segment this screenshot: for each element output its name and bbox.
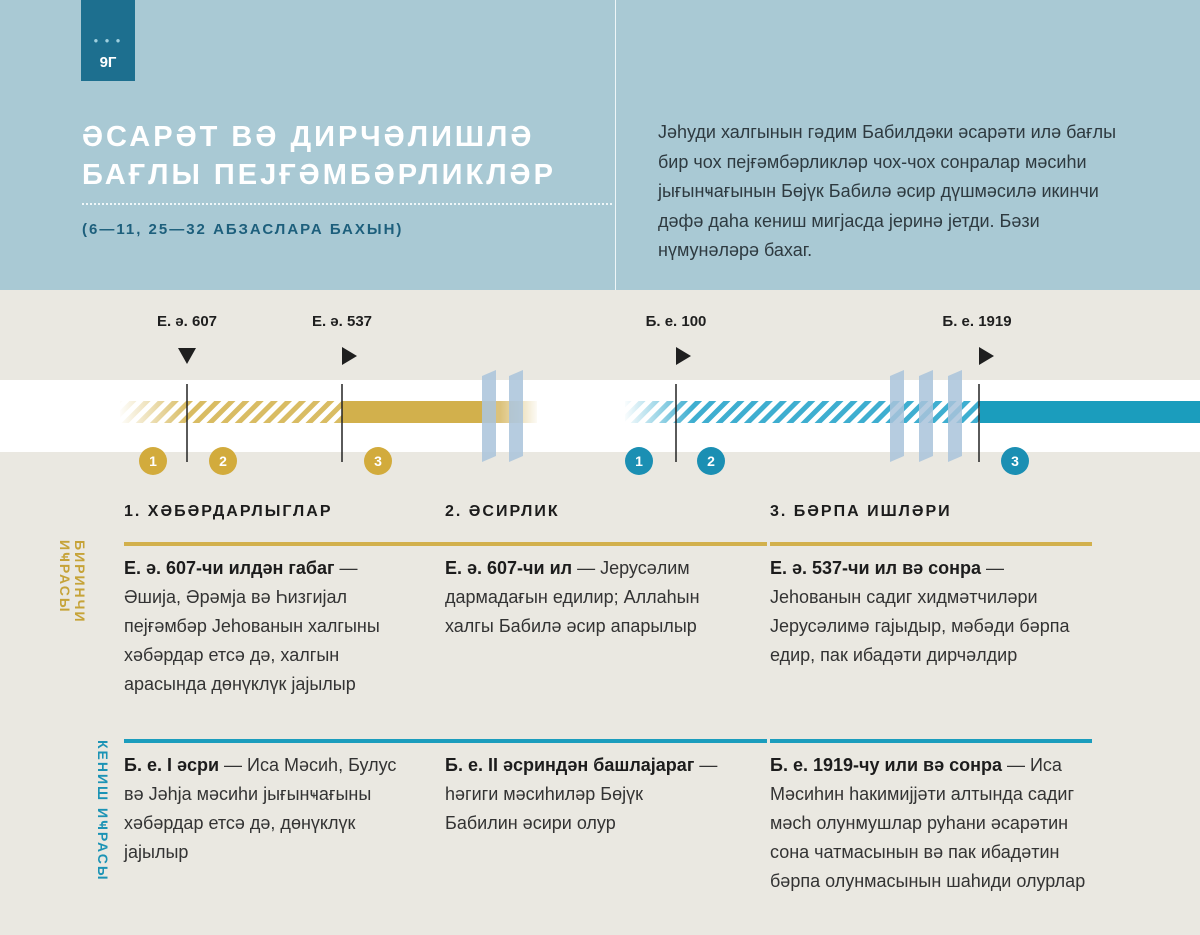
marker-down-triangle	[178, 348, 196, 364]
marker-right-triangle-1919	[979, 347, 994, 365]
cell-second-restoration	[770, 751, 1095, 896]
column-header-warnings: 1. ХӘБӘРДАРЛЫГЛАР	[124, 503, 333, 520]
rule-second-col3	[770, 739, 1092, 743]
cell-first-captivity	[445, 554, 705, 641]
cell-first-restoration	[770, 554, 1070, 670]
rule-second-col2	[445, 739, 767, 743]
cell-first-captivity-text: — Јерусәлим дармадағын едилир; Аллаһын халгы Бабилә әсир апарылыр	[445, 558, 700, 636]
rule-first-col3	[770, 542, 1092, 546]
ancient-bar-solid	[342, 401, 482, 423]
cell-first-captivity-date: Е. ә. 607-чи ил	[445, 558, 573, 578]
timeline	[0, 290, 1200, 490]
cell-second-captivity	[445, 751, 720, 838]
ancient-break-strip-2	[509, 370, 523, 462]
first-fulfillment-text: БИРИНЧИ ИҸРАСЫ	[57, 540, 88, 624]
row-label-major-fulfillment	[80, 740, 110, 910]
ancient-step-number-1: 1	[149, 453, 157, 469]
ancient-step-number-3: 3	[374, 453, 382, 469]
cell-second-warnings-date: Б. е. I әсри	[124, 755, 220, 775]
major-fulfillment-text: КЕНИШ ИҸРАСЫ	[95, 740, 111, 882]
section-badge	[81, 0, 135, 81]
column-header-captivity: 2. ӘСИРЛИК	[445, 503, 560, 520]
ancient-bar-fade	[118, 399, 188, 425]
modern-bar-fade	[623, 399, 693, 425]
date-label-100: Б. е. 100	[645, 313, 707, 330]
modern-bar-solid	[980, 401, 1200, 423]
modern-break-strip-2	[919, 370, 933, 462]
title-divider	[82, 203, 612, 205]
cell-second-warnings	[124, 751, 409, 867]
intro-paragraph: Јәһуди халгынын гәдим Бабилдәки әсарәти илә бағлы бир чох пејғәмбәрликләр чох-чох сонралар мәсиһи јығынҹағынын Бөјүк Бабилә әсир дүшмәсилә икинчи дәфә даһа кениш мигјасда јеринә јетди. Бәзи нүмунәләрә бахаг.	[658, 122, 1117, 260]
cell-second-restoration-text: — Иса Мәсиһин һакимијјәти алтында садиг мәсһ олунмушлар руһани әсарәтин сона чатмасынын вә пак ибадәтин бәрпа олунмасынын шаһиди олурлар	[770, 755, 1086, 891]
marker-right-triangle-100	[676, 347, 691, 365]
date-label-537: Е. ә. 537	[311, 313, 373, 330]
ancient-break-strip-1	[482, 370, 496, 462]
cell-second-captivity-date: Б. е. II әсриндән башлајараг	[445, 755, 695, 775]
page-title	[82, 118, 602, 194]
badge-number: 9Г	[99, 54, 117, 71]
date-label-607: Е. ә. 607	[156, 313, 218, 330]
cell-first-warnings	[124, 554, 409, 699]
column-header-restoration: 3. БӘРПА ИШЛӘРИ	[770, 503, 952, 520]
cell-second-captivity-text: — һәгиги мәсиһиләр Бөјүк Бабилин әсири олур	[445, 755, 718, 833]
modern-break-strip-3	[948, 370, 962, 462]
cell-second-warnings-text: — Иса Мәсиһ, Булус вә Јәһја мәсиһи јығынҹағыны хәбәрдар етсә дә, дөнүклүк јајылыр	[124, 755, 397, 862]
title-line-2: БАҒЛЫ ПЕЈҒӘМБӘРЛИКЛӘР	[82, 159, 556, 191]
rule-first-col1	[124, 542, 446, 546]
modern-step-number-1: 1	[635, 453, 643, 469]
date-label-1919: Б. е. 1919	[942, 313, 1012, 330]
rule-second-col1	[124, 739, 446, 743]
rule-first-col2	[445, 542, 767, 546]
modern-step-number-2: 2	[707, 453, 715, 469]
header-divider	[615, 0, 616, 290]
page-subtitle: (6—11, 25—32 АБЗАСЛАРА БАХЫН)	[82, 221, 404, 238]
marker-right-triangle-537	[342, 347, 357, 365]
badge-dots: ● ● ●	[93, 36, 123, 45]
cell-first-warnings-date: Е. ә. 607-чи илдән габаг	[124, 558, 335, 578]
cell-first-warnings-text: — Әшија, Әрәмја вә Һизгијал пејғәмбәр Јеһованын халгыны хәбәрдар етсә дә, халгын арасында дөнүклүк јајылыр	[124, 558, 380, 694]
ancient-step-number-2: 2	[219, 453, 227, 469]
modern-break-strip-1	[890, 370, 904, 462]
modern-step-number-3: 3	[1011, 453, 1019, 469]
title-line-1: ӘСАРӘТ ВӘ ДИРЧӘЛИШЛӘ	[82, 121, 535, 153]
cell-first-restoration-date: Е. ә. 537-чи ил вә сонра	[770, 558, 982, 578]
cell-second-restoration-date: Б. е. 1919-чу или вә сонра	[770, 755, 1002, 775]
row-label-first-fulfillment	[57, 540, 87, 660]
cell-first-restoration-text: — Јеһованын садиг хидмәтчиләри Јерусәлимә гајыдыр, мәбәди бәрпа едир, пак ибадәти дирчәлдир	[770, 558, 1070, 665]
